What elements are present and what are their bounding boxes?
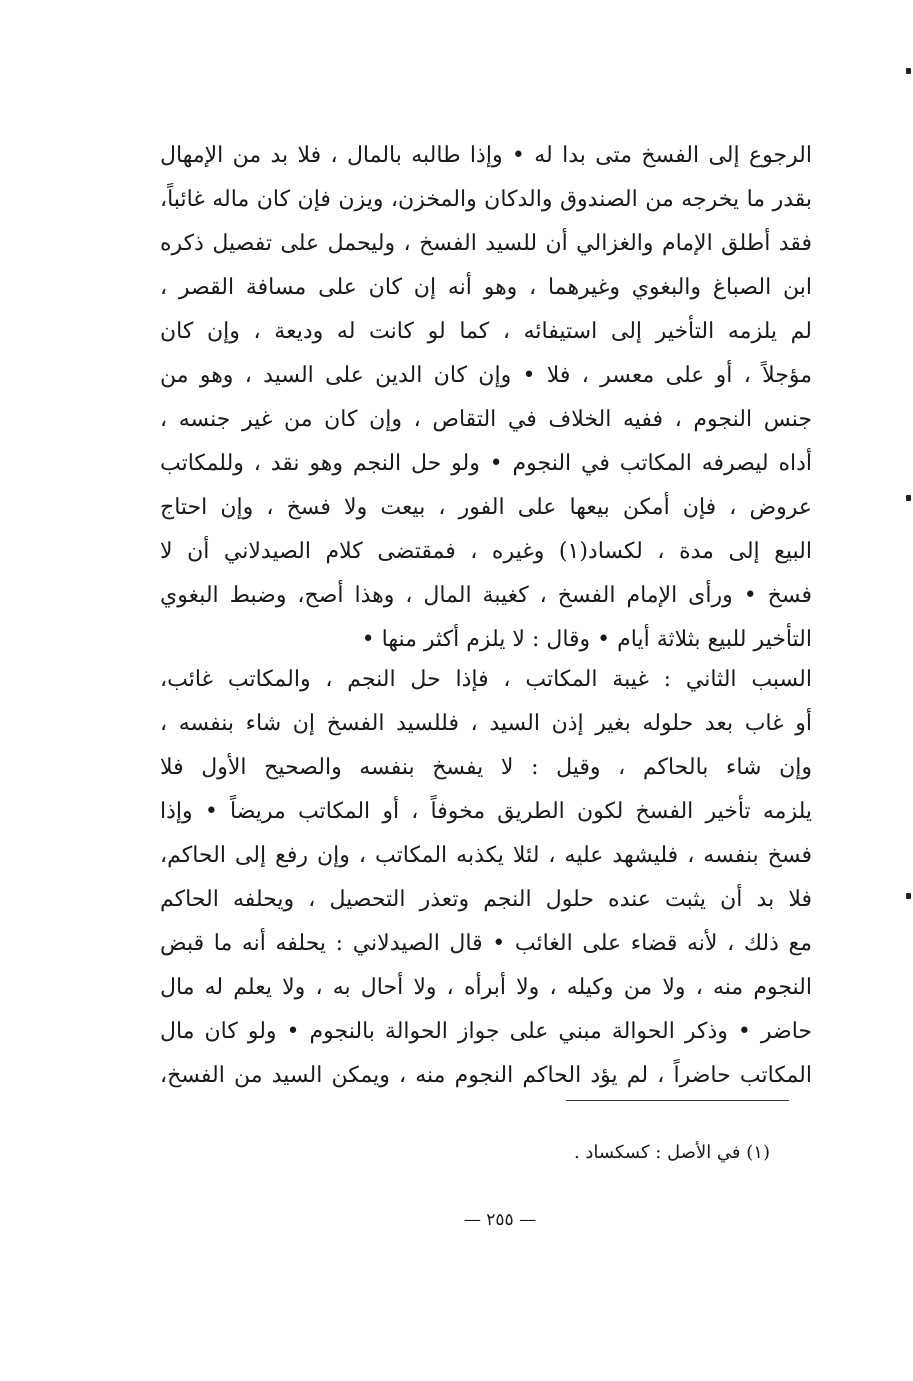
paragraph-2 bbox=[160, 658, 812, 1098]
text-line: عروض ، فإن أمكن بيعها على الفور ، بيعت ولا فسخ ، وإن احتاج bbox=[160, 495, 812, 520]
text-line: وإن شاء بالحاكم ، وقيل : لا يفسخ بنفسه والصحيح الأول فلا bbox=[160, 755, 812, 780]
text-line: فسخ • ورأى الإمام الفسخ ، كغيبة المال ، وهذا أصح، وضبط البغوي bbox=[160, 583, 812, 608]
text-line: أداه ليصرفه المكاتب في النجوم • ولو حل النجم وهو نقد ، وللمكاتب bbox=[160, 451, 812, 476]
text-line: التأخير للبيع بثلاثة أيام • وقال : لا يلزم أكثر منها • bbox=[361, 627, 812, 652]
text-line: مع ذلك ، لأنه قضاء على الغائب • قال الصيدلاني : يحلفه أنه ما قبض bbox=[160, 931, 812, 956]
footnote: (١) في الأصل : كسكساد . bbox=[573, 1142, 770, 1163]
paragraph-1 bbox=[160, 134, 812, 662]
footnote-divider bbox=[566, 1100, 789, 1101]
text-line: أو غاب بعد حلوله بغير إذن السيد ، فللسيد الفسخ إن شاء بنفسه ، bbox=[160, 711, 812, 736]
text-line: البيع إلى مدة ، لكساد(١) وغيره ، فمقتضى كلام الصيدلاني أن لا bbox=[160, 539, 812, 564]
text-line: بقدر ما يخرجه من الصندوق والدكان والمخزن، ويزن فإن كان ماله غائباً، bbox=[160, 187, 812, 212]
text-line: يلزمه تأخير الفسخ لكون الطريق مخوفاً ، أو المكاتب مريضاً • وإذا bbox=[160, 799, 812, 824]
text-line: لم يلزمه التأخير إلى استيفائه ، كما لو كانت له وديعة ، وإن كان bbox=[160, 319, 812, 344]
text-line: حاضر • وذكر الحوالة مبني على جواز الحوالة بالنجوم • ولو كان مال bbox=[160, 1019, 812, 1044]
text-line: ابن الصباغ والبغوي وغيرهما ، وهو أنه إن كان على مسافة القصر ، bbox=[160, 275, 812, 300]
text-line: فقد أطلق الإمام والغزالي أن للسيد الفسخ ، وليحمل على تفصيل ذكره bbox=[160, 231, 812, 256]
scan-mark-top bbox=[906, 68, 911, 74]
text-line: فلا بد أن يثبت عنده حلول النجم وتعذر التحصيل ، ويحلفه الحاكم bbox=[160, 887, 812, 912]
text-line: السبب الثاني : غيبة المكاتب ، فإذا حل النجم ، والمكاتب غائب، bbox=[160, 667, 812, 692]
scan-mark-lower bbox=[906, 893, 911, 899]
page-number: — ٢٥٥ — bbox=[463, 1210, 537, 1230]
text-line: فسخ بنفسه ، فليشهد عليه ، لئلا يكذبه المكاتب ، وإن رفع إلى الحاكم، bbox=[160, 843, 812, 868]
text-line: الرجوع إلى الفسخ متى بدا له • وإذا طالبه بالمال ، فلا بد من الإمهال bbox=[160, 143, 812, 168]
text-line: جنس النجوم ، ففيه الخلاف في التقاص ، وإن كان من غير جنسه ، bbox=[160, 407, 812, 432]
text-line: المكاتب حاضراً ، لم يؤد الحاكم النجوم منه ، ويمكن السيد من الفسخ، bbox=[160, 1063, 812, 1088]
text-line: النجوم منه ، ولا من وكيله ، ولا أبرأه ، ولا أحال به ، ولا يعلم له مال bbox=[160, 975, 812, 1000]
scan-mark-middle bbox=[906, 495, 911, 501]
text-line: مؤجلاً ، أو على معسر ، فلا • وإن كان الدين على السيد ، وهو من bbox=[160, 363, 812, 388]
